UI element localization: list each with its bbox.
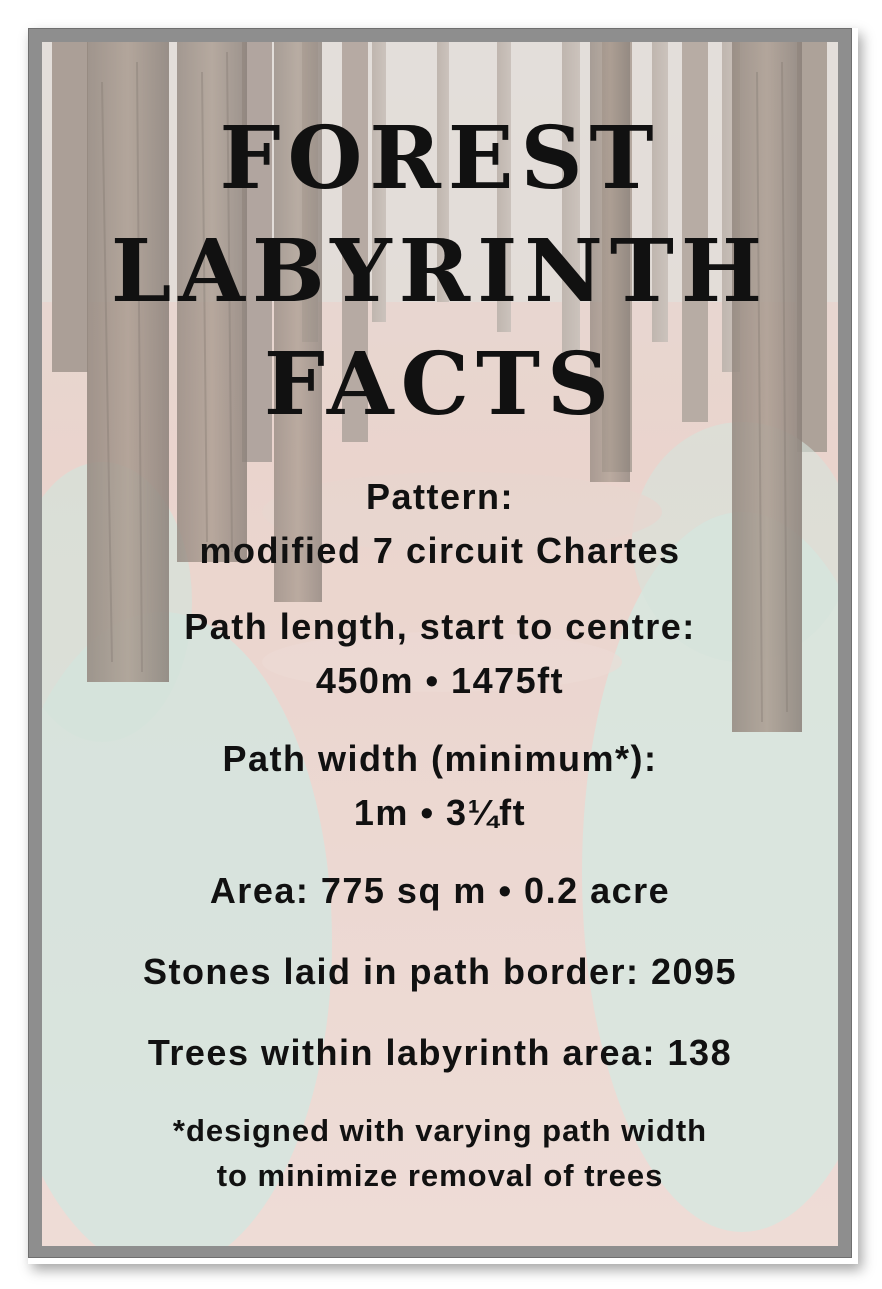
fact-value: 1m • 3¼ft [353, 792, 527, 833]
fact-path-width [42, 732, 838, 840]
fact-path-length [42, 600, 838, 708]
footnote-line: to minimize removal of trees [216, 1158, 664, 1193]
sign-panel [42, 42, 838, 1246]
fact-stones [42, 945, 838, 999]
fact-text: Stones laid in path border: 2095 [142, 951, 738, 992]
fact-label: Path width (minimum*): [222, 738, 658, 779]
fact-value: 450m • 1475ft [315, 660, 565, 701]
footnote-line: *designed with varying path width [172, 1113, 708, 1148]
sign-content [42, 42, 838, 1246]
title-line: FACTS [263, 334, 617, 435]
title-line: LABYRINTH [110, 221, 770, 322]
fact-text: Area: 775 sq m • 0.2 acre [209, 870, 671, 911]
fact-pattern [42, 470, 838, 578]
fact-value: modified 7 circuit Chartes [199, 530, 681, 571]
fact-label: Path length, start to centre: [184, 606, 696, 647]
title-line: FOREST [219, 108, 661, 209]
sign-title [42, 102, 838, 441]
fact-text: Trees within labyrinth area: 138 [147, 1032, 733, 1073]
fact-area [42, 864, 838, 918]
fact-label: Pattern: [365, 476, 515, 517]
footnote [42, 1108, 838, 1198]
fact-trees [42, 1026, 838, 1080]
